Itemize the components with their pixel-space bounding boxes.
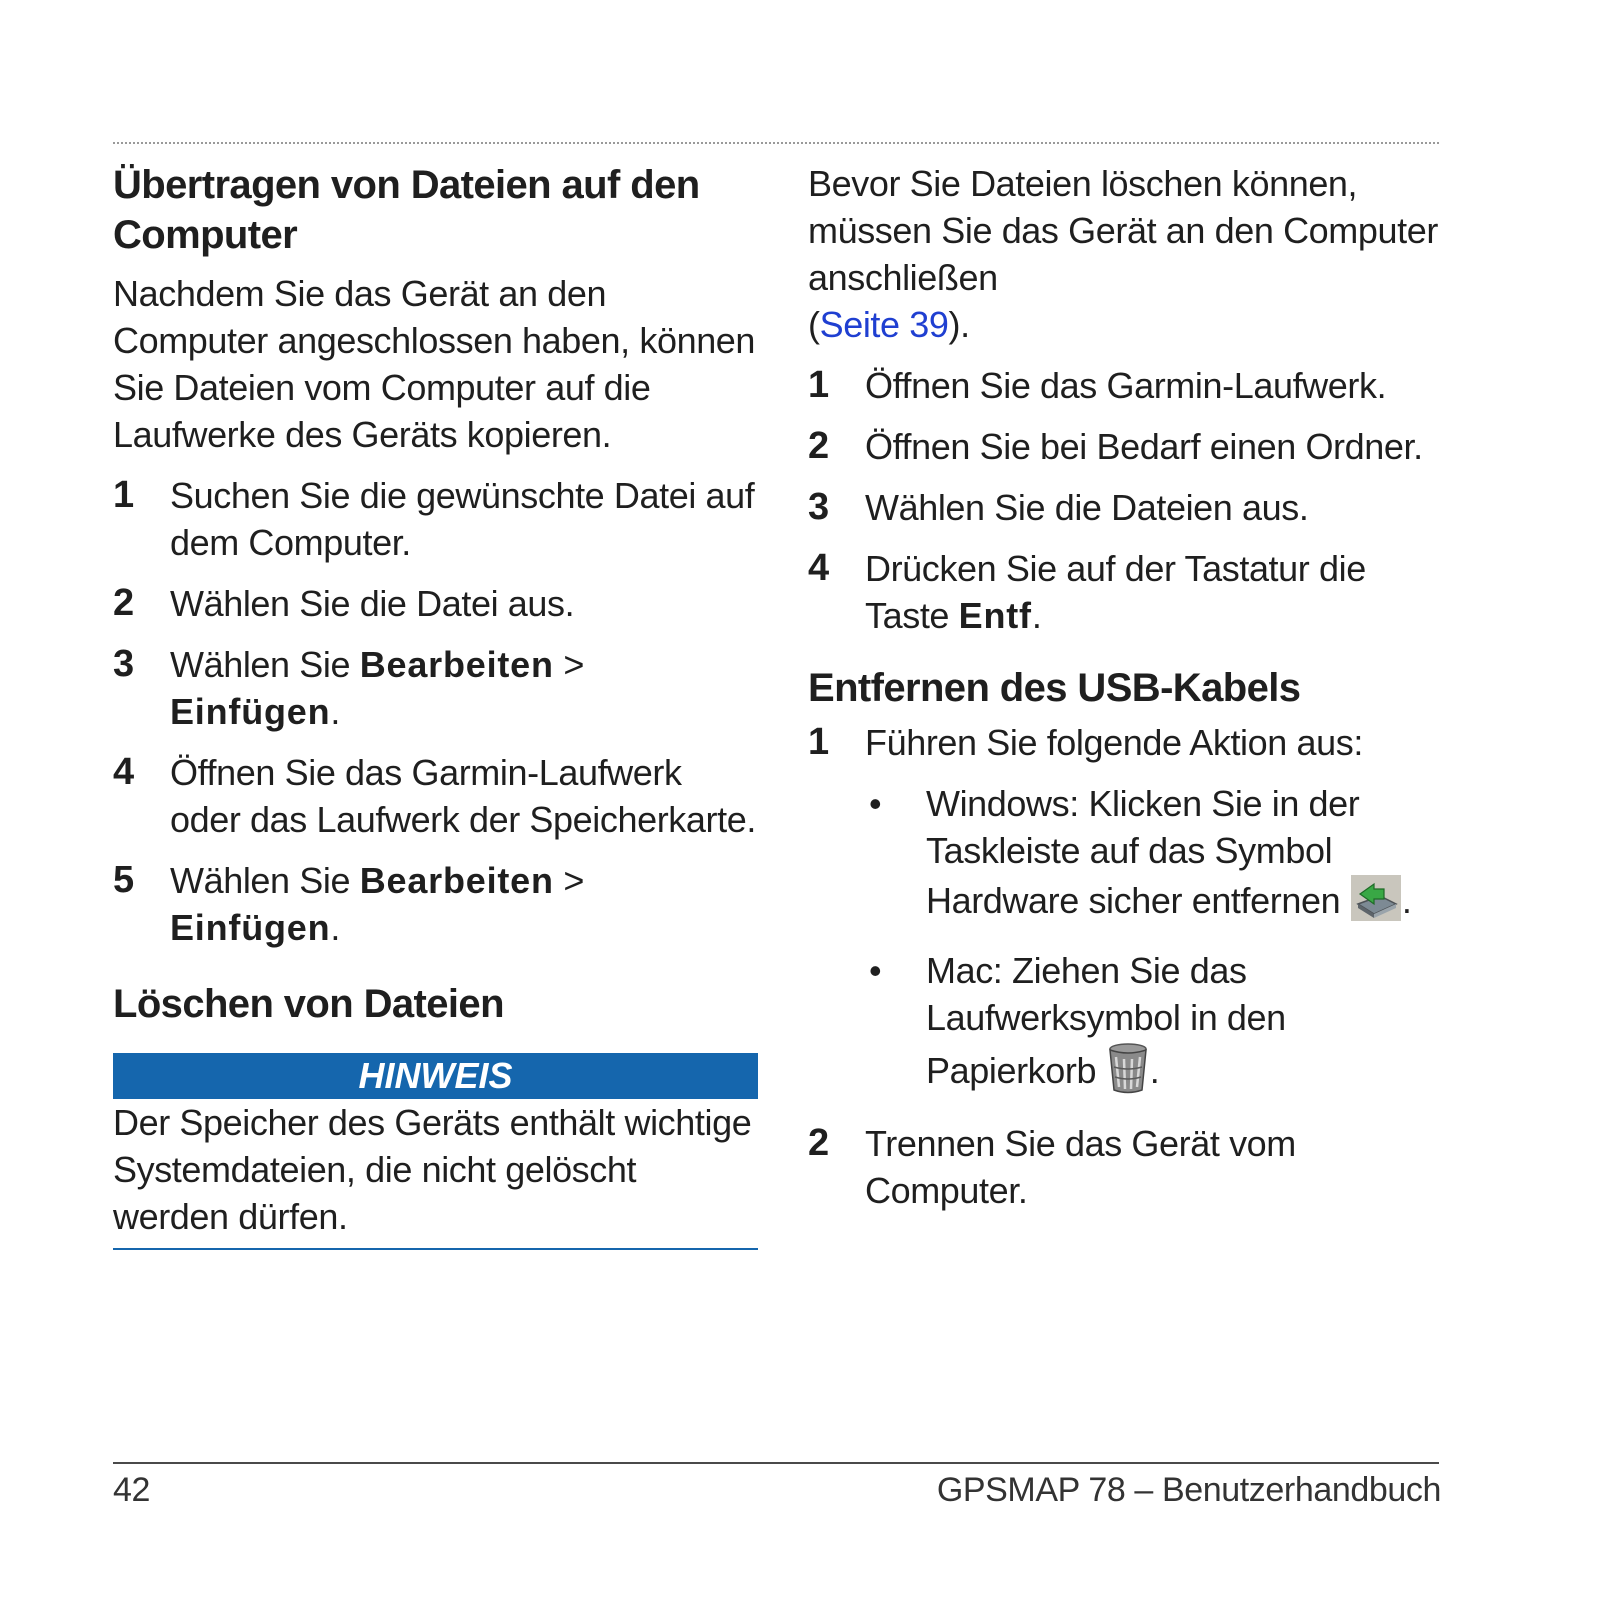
delete-step-2: [808, 423, 1440, 470]
step-number: 3: [113, 643, 134, 685]
step-text: [865, 545, 1440, 639]
section-title-usb: Entfernen des USB-Kabels: [808, 666, 1301, 710]
step-text: Führen Sie folgende Aktion aus:: [865, 722, 1363, 763]
notice-body: [113, 1099, 758, 1250]
step-number: 2: [113, 582, 134, 624]
section-title-transfer: Übertragen von Dateien auf den Computer: [113, 163, 700, 257]
bullet-mac: [865, 947, 1440, 1106]
step-text-pre: Drücken Sie auf der Tastatur die Taste: [865, 548, 1366, 636]
step-number: 2: [808, 1122, 829, 1164]
ref-close: ).: [948, 304, 970, 345]
step-text-post: .: [330, 691, 340, 732]
transfer-step-5: [113, 857, 758, 951]
delete-intro-text: Bevor Sie Dateien löschen können, müssen Sie das Gerät an den Computer anschließen: [808, 163, 1438, 298]
step-text: Wählen Sie die Dateien aus.: [865, 487, 1309, 528]
notice-box: [113, 1053, 758, 1250]
menu-paste-label: Einfügen: [170, 691, 331, 732]
transfer-steps: [113, 472, 758, 951]
step-text-post: .: [330, 907, 340, 948]
safely-remove-hardware-icon: [1350, 874, 1402, 933]
trash-icon: [1106, 1041, 1150, 1106]
step-number: 3: [808, 486, 829, 528]
transfer-step-4: [113, 749, 758, 843]
section-title-delete: Löschen von Dateien: [113, 982, 504, 1026]
step-text-pre: Wählen Sie: [170, 644, 360, 685]
menu-edit-label: Bearbeiten: [359, 644, 554, 685]
step-text: Suchen Sie die gewünschte Datei auf dem Computer.: [170, 475, 755, 563]
usb-steps: [808, 719, 1440, 766]
step-number: 1: [808, 364, 829, 406]
transfer-step-2: [113, 580, 758, 627]
step-number: 4: [113, 751, 134, 793]
windows-instruction: Windows: Klicken Sie in der Taskleiste auf das Symbol Hardware sicher entfernen: [926, 783, 1360, 922]
usb-step-1: [808, 719, 1440, 766]
step-text-pre: Wählen Sie: [170, 860, 360, 901]
footer-rule: [113, 1462, 1439, 1464]
delete-step-1: [808, 362, 1440, 409]
delete-intro: [808, 160, 1440, 348]
manual-title: GPSMAP 78 – Benutzerhandbuch: [936, 1471, 1441, 1509]
step-text: [170, 641, 758, 735]
top-dotted-rule: [113, 142, 1439, 144]
notice-text: Der Speicher des Geräts enthält wichtige Systemdateien, die nicht gelöscht werden dürfen.: [113, 1102, 752, 1237]
left-column: [113, 160, 758, 1250]
page-reference-link[interactable]: Seite 39: [819, 304, 949, 345]
transfer-step-1: [113, 472, 758, 566]
delete-step-3: [808, 484, 1440, 531]
step-text: Öffnen Sie das Garmin-Laufwerk.: [865, 365, 1387, 406]
menu-paste-label: Einfügen: [170, 907, 331, 948]
step-text-post: .: [1031, 595, 1042, 636]
transfer-intro: Nachdem Sie das Gerät an den Computer angeschlossen haben, können Sie Dateien vom Computer auf die Laufwerke des Geräts kopieren.: [113, 273, 756, 455]
step-number: 2: [808, 425, 829, 467]
step-text: [170, 857, 758, 951]
bullet-dot: •: [869, 783, 882, 824]
key-delete-label: Entf: [958, 595, 1032, 636]
usb-steps-continued: [808, 1120, 1440, 1214]
step-text: Wählen Sie die Datei aus.: [170, 583, 575, 624]
bullet-text: [926, 947, 1440, 1106]
os-bullets: [808, 780, 1440, 1106]
delete-step-4: [808, 545, 1440, 639]
page-number: 42: [113, 1471, 151, 1509]
bullet-windows: [865, 780, 1440, 933]
bullet-text: [926, 780, 1440, 933]
menu-edit-label: Bearbeiten: [359, 860, 554, 901]
ref-open: (: [808, 304, 820, 345]
step-text: Öffnen Sie das Garmin-Laufwerk oder das Laufwerk der Speicherkarte.: [170, 752, 756, 840]
usb-step-2: [808, 1120, 1440, 1214]
step-text: Trennen Sie das Gerät vom Computer.: [865, 1123, 1296, 1211]
menu-separator: >: [553, 644, 585, 685]
right-column: [808, 160, 1440, 1214]
bullet-post: .: [1401, 880, 1412, 922]
step-number: 1: [808, 721, 829, 763]
bullet-post: .: [1149, 1050, 1160, 1092]
delete-steps: [808, 362, 1440, 639]
step-text: Öffnen Sie bei Bedarf einen Ordner.: [865, 426, 1423, 467]
mac-instruction: Mac: Ziehen Sie das Laufwerksymbol in den Papierkorb: [926, 950, 1286, 1092]
step-number: 5: [113, 859, 134, 901]
bullet-dot: •: [869, 950, 882, 991]
notice-label: HINWEIS: [113, 1053, 758, 1099]
step-number: 4: [808, 547, 829, 589]
step-number: 1: [113, 474, 134, 516]
transfer-step-3: [113, 641, 758, 735]
menu-separator: >: [553, 860, 585, 901]
